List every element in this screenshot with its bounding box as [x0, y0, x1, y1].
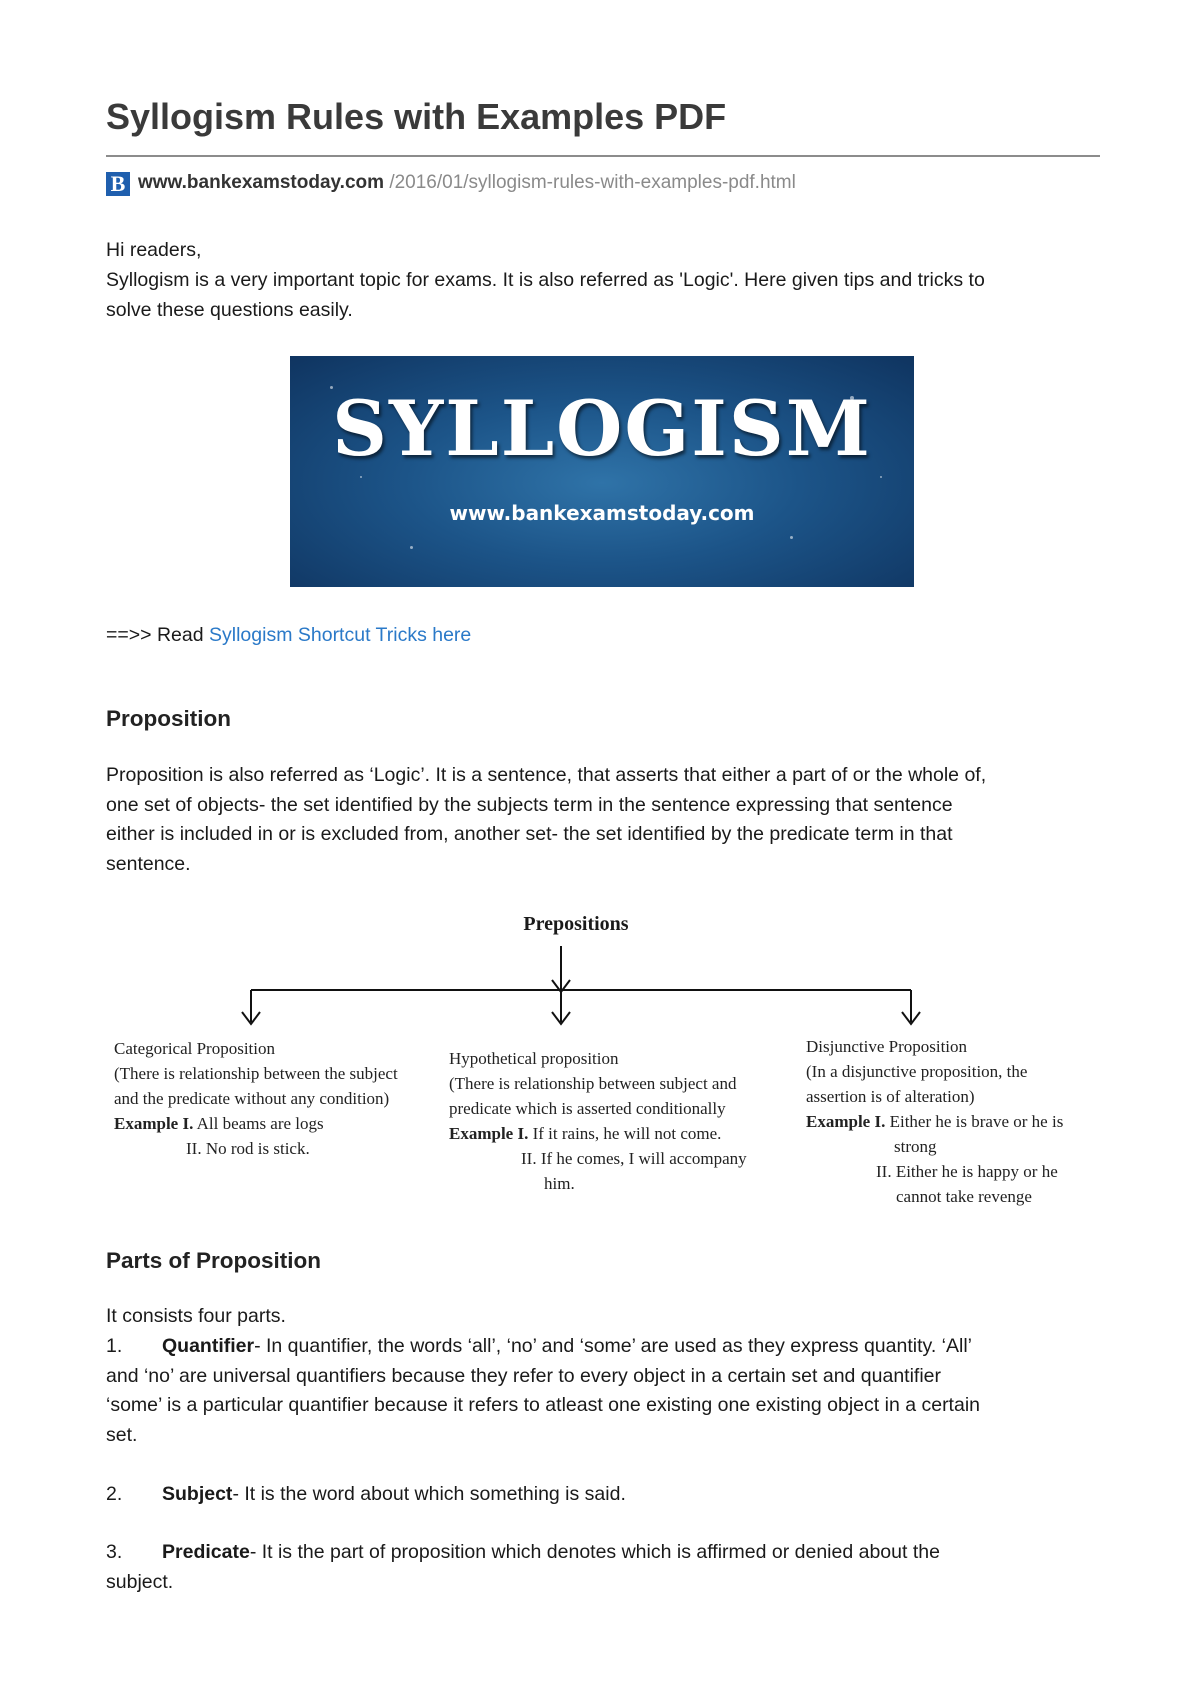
list-number: 3.: [106, 1541, 123, 1563]
read-more-line: [106, 620, 1100, 650]
hypothetical-example: him.: [544, 1174, 575, 1193]
categorical-desc: (There is relationship between the subject: [114, 1064, 398, 1083]
title-divider: [106, 155, 1100, 157]
hypothetical-desc: (There is relationship between subject and: [449, 1074, 737, 1093]
diagram-root-label: Prepositions: [523, 913, 629, 935]
intro-line: solve these questions easily.: [106, 299, 353, 321]
source-line: [106, 172, 796, 196]
banner-title: SYLLOGISM: [332, 384, 872, 473]
blogger-icon: B: [106, 172, 130, 196]
list-text-line: set.: [106, 1424, 138, 1446]
banner-url: www.bankexamstoday.com: [449, 501, 755, 525]
disjunctive-desc: assertion is of alteration): [806, 1087, 975, 1106]
page-title: Syllogism Rules with Examples PDF: [106, 96, 727, 137]
list-text: - It is the word about which something is said.: [232, 1483, 626, 1505]
hypothetical-example: II. If he comes, I will accompany: [521, 1149, 747, 1168]
hypothetical-desc: predicate which is asserted conditionally: [449, 1099, 726, 1118]
list-text: - It is the part of proposition which denotes which is affirmed or denied about the: [249, 1541, 940, 1563]
categorical-example: All beams are logs: [196, 1114, 324, 1133]
hypothetical-example: If it rains, he will not come.: [532, 1124, 722, 1143]
list-number: 1.: [106, 1335, 123, 1357]
parts-heading: Parts of Proposition: [106, 1248, 322, 1273]
disjunctive-example-label: Example I.: [806, 1112, 886, 1131]
disjunctive-example: II. Either he is happy or he: [876, 1162, 1058, 1181]
list-text-line: and ‘no’ are universal quantifiers because they refer to every object in a certain set and quantifier: [106, 1365, 942, 1387]
shortcut-tricks-link[interactable]: Syllogism Shortcut Tricks here: [209, 624, 472, 646]
categorical-example: II. No rod is stick.: [186, 1139, 310, 1158]
list-item: [106, 1479, 1100, 1509]
source-path[interactable]: /2016/01/syllogism-rules-with-examples-pdf.html: [389, 172, 796, 193]
source-domain[interactable]: www.bankexamstoday.com: [138, 172, 385, 193]
intro-line: Syllogism is a very important topic for exams. It is also referred as 'Logic'. Here given tips and tricks to: [106, 269, 985, 291]
hypothetical-name: Hypothetical proposition: [449, 1049, 619, 1068]
list-text: - In quantifier, the words ‘all’, ‘no’ and ‘some’ are used as they express quantity. ‘All’: [254, 1335, 972, 1357]
greeting: Hi readers,: [106, 239, 202, 261]
disjunctive-proposition-box: [806, 1034, 1063, 1209]
disjunctive-example: cannot take revenge: [896, 1187, 1032, 1206]
list-number: 2.: [106, 1483, 123, 1505]
proposition-text-line: one set of objects- the set identified by the subjects term in the sentence expressing that sentence: [106, 794, 953, 816]
list-term: Subject: [162, 1483, 233, 1505]
list-item: [106, 1537, 1100, 1567]
parts-intro: It consists four parts.: [106, 1305, 286, 1327]
proposition-heading: Proposition: [106, 706, 231, 731]
list-item: [106, 1331, 1100, 1361]
list-text-line: ‘some’ is a particular quantifier because it refers to atleast one existing one existing object in a certain: [106, 1394, 980, 1416]
categorical-name: Categorical Proposition: [114, 1039, 276, 1058]
disjunctive-example: Either he is brave or he is: [889, 1112, 1064, 1131]
categorical-example-label: Example I.: [114, 1114, 194, 1133]
hypothetical-example-label: Example I.: [449, 1124, 529, 1143]
list-term: Predicate: [162, 1541, 250, 1563]
disjunctive-example: strong: [894, 1137, 937, 1156]
disjunctive-desc: (In a disjunctive proposition, the: [806, 1062, 1028, 1081]
propositions-diagram: [106, 910, 1100, 1210]
syllogism-banner-image: [290, 356, 914, 587]
hypothetical-proposition-box: [449, 1046, 747, 1196]
proposition-text-line: either is included in or is excluded from, another set- the set identified by the predicate term in that: [106, 823, 953, 845]
disjunctive-name: Disjunctive Proposition: [806, 1037, 968, 1056]
proposition-text-line: Proposition is also referred as ‘Logic’. It is a sentence, that asserts that either a part of or the whole of,: [106, 764, 987, 786]
categorical-desc: and the predicate without any condition): [114, 1089, 390, 1108]
proposition-text-line: sentence.: [106, 853, 191, 875]
categorical-proposition-box: [114, 1036, 398, 1161]
list-text-line: subject.: [106, 1571, 174, 1593]
read-more-prefix: ==>> Read: [106, 624, 210, 646]
list-term: Quantifier: [162, 1335, 255, 1357]
